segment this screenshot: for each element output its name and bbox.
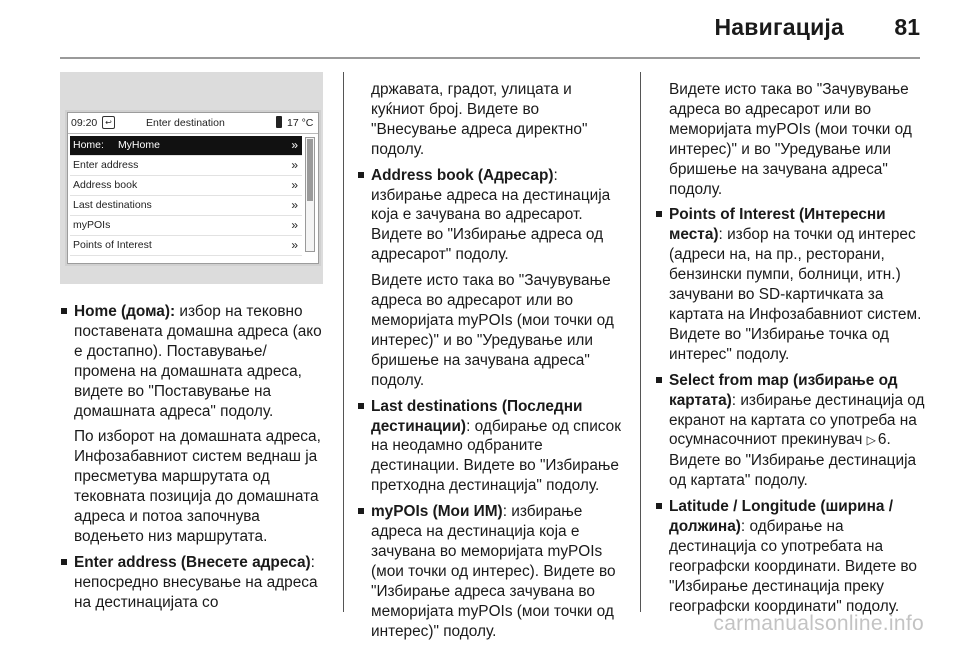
menu-item-label: Home: (73, 139, 104, 151)
menu-item-label: Points of Interest (73, 239, 152, 251)
screen-temperature: 17 °C (287, 117, 314, 129)
term: Address book (Адресар) (371, 166, 554, 184)
term: Home (дома): (74, 303, 176, 320)
paragraph: Видете исто така во "Зачувување адреса во адресарот или во меморијата myPOIs (мои точки од интерес)" и во "Уредување или бришење на зачувана адреса" подолу. (371, 272, 614, 389)
description: . Видете во "Избирање дестинација од картата" подолу. (669, 431, 917, 490)
list-item-latitude-longitude (655, 497, 925, 616)
term: myPOIs (Мои ИМ) (371, 503, 503, 521)
list-item-select-from-map (655, 371, 925, 491)
menu-item-enter-address (70, 156, 302, 176)
term: Enter address (Внесете адреса) (74, 553, 311, 571)
text-column-3 (655, 80, 925, 623)
page-reference-icon: ▷ (866, 433, 876, 448)
menu-item-last-destinations (70, 196, 302, 216)
chevron-right-icon: » (291, 218, 298, 232)
description: : избирање адреса на дестинација која е зачувана во меморијата myPOIs (мои точки од интерес). Видете во "Избирање адреса зачувана во меморијата myPOIs (мои точки од интерес)" подолу. (371, 503, 616, 640)
description: : непосредно внесување на адреса на дестинацијата со (74, 553, 318, 611)
list-item-home (60, 302, 332, 547)
description: : избирање адреса на дестинација која е зачувана во адресарот. Видете во "Избирање адреса од адресарот" подолу. (371, 166, 611, 264)
destination-menu (70, 136, 302, 256)
list-item-enter-address (60, 553, 332, 613)
watermark: carmanualsonline.info (713, 612, 924, 635)
description: : избор на точки од интерес (адреси на, на пр., ресторани, бензински пумпи, болници, итн.) зачувани во SD-картичката за картата на Инфозабавниот систем. Видете во "Избирање точка од интерес" подолу. (669, 226, 922, 363)
menu-item-points-of-interest (70, 236, 302, 256)
description: : избирање дестинација од екранот на картата со употреба на осумнасочниот прекинувач (669, 391, 925, 449)
menu-item-mypois (70, 216, 302, 236)
menu-item-home (70, 136, 302, 156)
term: Last destinations (Последни дестинации) (371, 397, 583, 435)
paragraph: државата, градот, улицата и куќниот број. Видете во "Внесување адреса директно" подолу. (371, 81, 588, 158)
menu-item-address-book (70, 176, 302, 196)
paragraph: Видете исто така во "Зачувување адреса во адресарот или во меморијата myPOIs (мои точки од интерес)" и во "Уредување или бришење на зачувана адреса" подолу. (669, 81, 912, 198)
description: избор на тековно поставената домашна адреса (ако е достапно). Поставување/ промена на домашната адреса, видете во "Поставување на домашната адреса" подолу. (74, 303, 322, 420)
chevron-right-icon: » (291, 178, 298, 192)
back-icon: ↩ (102, 116, 115, 129)
list-item-mypois (357, 502, 629, 641)
header-divider (60, 57, 920, 59)
menu-item-label: Address book (73, 179, 138, 191)
term: Latitude / Longitude (ширина / должина) (669, 498, 894, 536)
description: : одбирање на дестинација со употребата на географски координати. Видете во "Избирање дестинација преку географски координати" подолу. (669, 518, 917, 615)
chevron-right-icon: » (291, 158, 298, 172)
column-divider (640, 72, 641, 612)
paragraph: По изборот на домашната адреса, Инфозабавниот систем веднаш ја пресметува маршрутата од тековната позиција до домашната адреса и потоа започнува водењето низ маршрутата. (74, 428, 321, 545)
screen-title: Enter destination (146, 117, 225, 129)
list-item-address-book (357, 166, 629, 391)
section-title: Навигација (714, 14, 844, 40)
list-item-last-destinations (357, 397, 629, 497)
screen-illustration (60, 72, 323, 284)
text-column-1 (60, 302, 332, 619)
menu-item-label: Last destinations (73, 199, 152, 211)
infotainment-screen (67, 112, 319, 264)
page-header (0, 0, 960, 56)
list-item-points-of-interest (655, 205, 925, 364)
menu-item-label: Enter address (73, 159, 139, 171)
description: : одбирање од список на неодамно одбраните дестинации. Видете во "Избирање претходна дестинација" подолу. (371, 417, 621, 495)
term: Select from map (избирање од картата) (669, 371, 898, 409)
menu-item-label: myPOIs (73, 219, 111, 231)
term: Points of Interest (Интересни места) (669, 206, 886, 244)
menu-item-value: MyHome (117, 139, 160, 151)
chevron-right-icon: » (291, 198, 298, 212)
column-divider (343, 72, 344, 612)
page-reference: 6 (877, 431, 887, 449)
scrollbar-thumb (307, 139, 313, 201)
text-column-2 (357, 80, 629, 647)
page-number: 81 (894, 14, 920, 40)
screen-clock: 09:20 (71, 117, 98, 129)
thermometer-icon (276, 116, 282, 128)
screen-scrollbar (305, 137, 315, 252)
screen-status-bar (68, 113, 318, 134)
chevron-right-icon: » (291, 138, 298, 152)
chevron-right-icon: » (291, 238, 298, 252)
